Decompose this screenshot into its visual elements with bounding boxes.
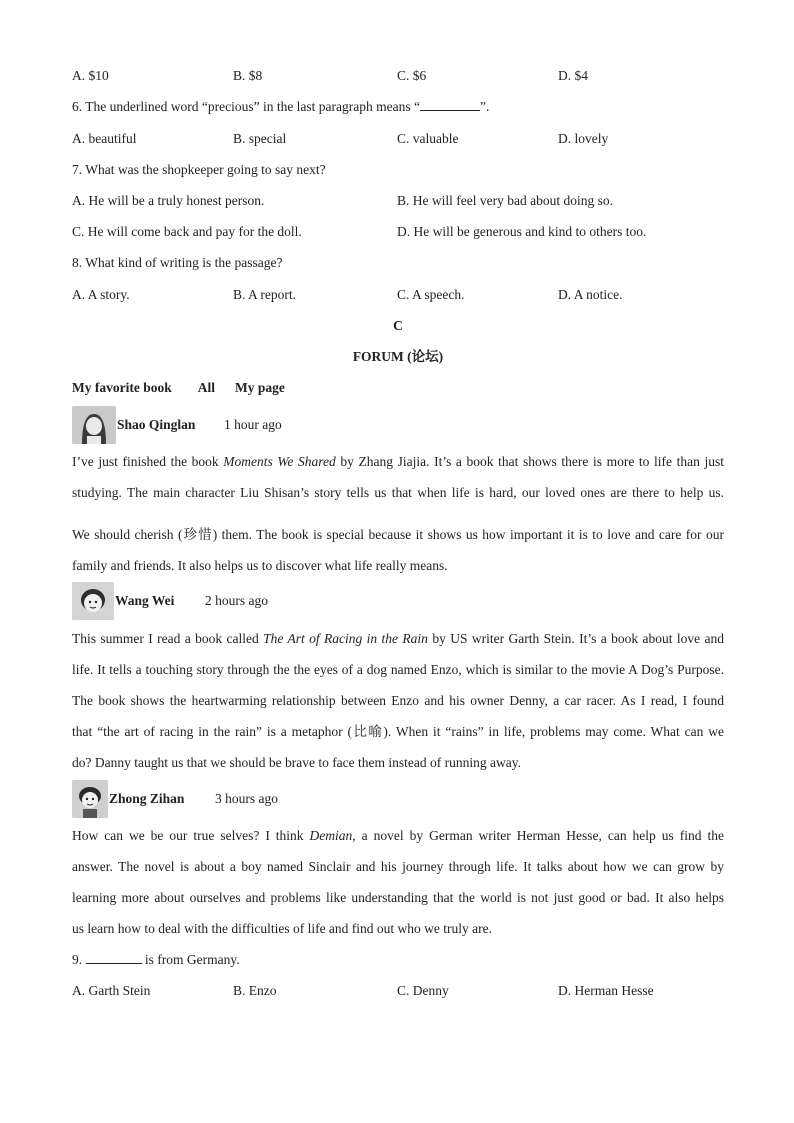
q6-blank[interactable] [420,98,480,111]
q6-stem [72,98,489,116]
post-time: 3 hours ago [215,791,278,806]
post-line: This summer I read a book called The Art of Racing in the Rain by US writer Garth Stein. It’s a book about love and [72,631,724,646]
avatar[interactable] [72,406,116,444]
post-line: do? Danny taught us that we should be brave to face them instead of running away. [72,755,521,770]
post-line: The book shows the heartwarming relationship between Enzo and his owner Denny, a car racer. As I read, I found [72,693,724,708]
q9-stem [72,951,240,969]
avatar[interactable] [72,582,114,620]
q6-option-b[interactable]: B. special [233,131,287,146]
post-line: We should cherish (珍惜) them. The book is special because it shows us how important it is to love and care for our [72,527,724,542]
q5-option-a[interactable]: A. $10 [72,68,109,83]
post-header [72,582,372,620]
post-line: I’ve just finished the book Moments We Shared by Zhang Jiajia. It’s a book that shows there is more to life than just [72,454,725,469]
post-body [72,623,724,778]
post-body [72,446,724,581]
q6-options [72,130,724,148]
q6-option-a[interactable]: A. beautiful [72,131,137,146]
q8-option-d[interactable]: D. A notice. [558,287,623,302]
post-time: 1 hour ago [224,417,282,432]
q5-option-d[interactable]: D. $4 [558,68,588,83]
q8-options [72,286,724,304]
q7-options-row1 [72,192,724,210]
nav-my-favorite-book[interactable]: My favorite book [72,380,172,395]
post-line: life. It tells a touching story through the the eyes of a dog named Enzo, which is similar to the movie A Dog’s Purpose. [72,662,724,677]
q8-stem: 8. What kind of writing is the passage? [72,255,283,270]
q9-blank[interactable] [86,951,142,964]
post-line: family and friends. It also helps us to discover what life really means. [72,558,448,573]
q9-stem-post: is from Germany. [141,952,240,967]
q7-options-row2 [72,223,724,241]
post-author[interactable]: Zhong Zihan [109,791,185,806]
q5-option-c[interactable]: C. $6 [397,68,427,83]
post-line: answer. The novel is about a boy named Sinclair and his journey through life. It talks about how we can grow by [72,859,724,874]
q8-option-a[interactable]: A. A story. [72,287,130,302]
q9-stem-pre: 9. [72,952,86,967]
q9-option-d[interactable]: D. Herman Hesse [558,983,654,998]
forum-nav [72,379,311,397]
q5-option-b[interactable]: B. $8 [233,68,263,83]
forum-title: FORUM (论坛) [352,349,444,364]
q8-option-b[interactable]: B. A report. [233,287,296,302]
post-time: 2 hours ago [205,593,268,608]
q7-option-d[interactable]: D. He will be generous and kind to others too. [397,224,647,239]
post-author[interactable]: Wang Wei [115,593,175,608]
q5-options [72,67,724,85]
q6-option-c[interactable]: C. valuable [397,131,459,146]
post-header [72,406,372,444]
q8-option-c[interactable]: C. A speech. [397,287,465,302]
post-line: learning more about ourselves and problems like understanding that the world is not just good or bad. It also helps [72,890,724,905]
q6-stem-pre: 6. The underlined word “precious” in the last paragraph means “ [72,99,421,114]
nav-my-page[interactable]: My page [235,380,285,395]
post-line: us learn how to deal with the difficulties of life and find out who we truly are. [72,921,493,936]
nav-all[interactable]: All [197,380,215,395]
post-line: that “the art of racing in the rain” is a metaphor (比喻). When it “rains” in life, problems may come. What can we [72,724,724,739]
q7-option-b[interactable]: B. He will feel very bad about doing so. [397,193,613,208]
q6-stem-post: ”. [480,99,490,114]
q7-option-c[interactable]: C. He will come back and pay for the doll. [72,224,302,239]
section-letter: C [393,318,403,333]
post-author[interactable]: Shao Qinglan [117,417,196,432]
post-header [72,780,372,818]
q9-option-a[interactable]: A. Garth Stein [72,983,151,998]
post-line: How can we be our true selves? I think Demian, a novel by German writer Herman Hesse, can help us find the [72,828,724,843]
q9-options [72,982,724,1000]
q6-option-d[interactable]: D. lovely [558,131,609,146]
post-line: studying. The main character Liu Shisan’s story tells us that when life is hard, our loved ones are there to help us. [72,485,724,500]
post-body [72,820,724,944]
q9-option-b[interactable]: B. Enzo [233,983,277,998]
q7-stem: 7. What was the shopkeeper going to say next? [72,162,326,177]
q7-option-a[interactable]: A. He will be a truly honest person. [72,193,265,208]
avatar[interactable] [72,780,108,818]
q9-option-c[interactable]: C. Denny [397,983,449,998]
